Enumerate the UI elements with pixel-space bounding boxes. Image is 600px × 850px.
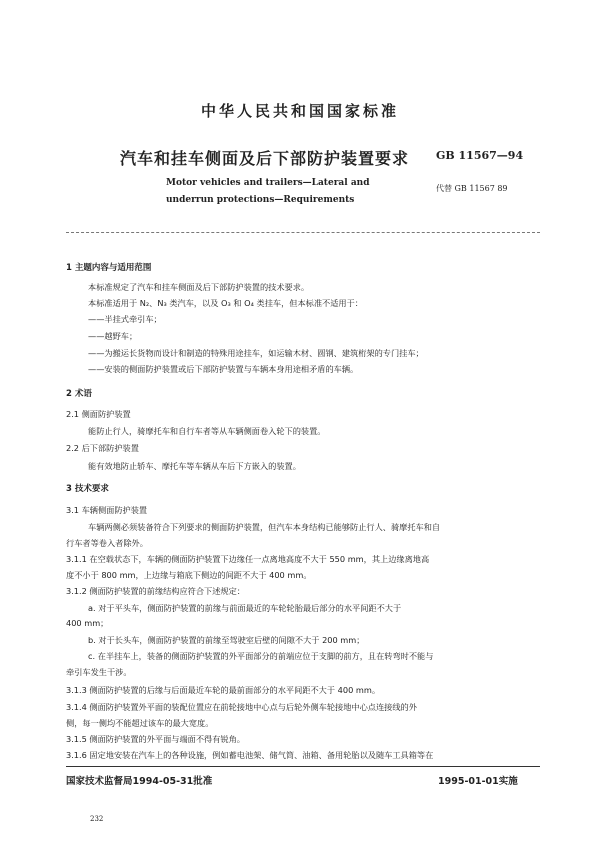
english-title-line-2: underrun protections—Requirements [166, 195, 355, 205]
standard-number: GB 11567—94 [436, 149, 524, 162]
clause-heading: 3.1 车辆侧面防护装置 [66, 505, 148, 515]
body-line: 行车者等卷入者除外。 [66, 538, 148, 548]
page-number: 232 [90, 815, 104, 823]
body-line: 本标准规定了汽车和挂车侧面及后下部防护装置的技术要求。 [88, 282, 310, 292]
body-line: 能有效地防止轿车、摩托车等车辆从车后下方嵌入的装置。 [88, 461, 301, 471]
clause-heading: 2.1 侧面防护装置 [66, 409, 131, 419]
list-item: ——为搬运长货物而设计和制造的特殊用途挂车，如运输木材、圆钢、建筑桁架的专门挂车； [88, 348, 424, 358]
clause-line: 3.1.3 侧面防护装置的后缘与后面最近车轮的最前面部分的水平间距不大于 400 mm。 [66, 685, 381, 695]
body-line: 400 mm； [66, 618, 109, 628]
section-heading: 2 术语 [66, 389, 92, 399]
clause-line: 3.1.5 侧面防护装置的外平面与端面不得有锐角。 [66, 734, 245, 744]
clause-line: 3.1.6 固定地安装在汽车上的各种设施，例如蓄电池架、储气筒、油箱、备用轮胎以及随车工具箱等在 [66, 750, 434, 760]
clause-heading: 2.2 后下部防护装置 [66, 443, 139, 453]
section-heading: 3 技术要求 [66, 484, 109, 494]
list-item: c. 在半挂车上，装备的侧面防护装置的外平面部分的前端应位于支脚的前方，且在转弯时不能与 [88, 651, 434, 661]
clause-line: 3.1.4 侧面防护装置外平面的装配位置应在前轮接地中心点与后轮外侧车轮接地中心点连接线的外 [66, 702, 417, 712]
page-header: 中华人民共和国国家标准 [200, 102, 399, 120]
body-line: 度不小于 800 mm，上边缘与箱底下侧边的间距不大于 400 mm。 [66, 570, 312, 580]
approval-date: 国家技术监督局1994-05-31批准 [66, 776, 213, 787]
body-line: 牵引车发生干涉。 [66, 667, 132, 677]
body-line: 车辆两侧必须装备符合下列要求的侧面防护装置，但汽车本身结构已能够防止行人、骑摩托车和自 [88, 522, 441, 532]
section-heading: 1 主题内容与适用范围 [66, 263, 152, 273]
body-line: 能防止行人，骑摩托车和自行车者等从车辆侧面卷入轮下的装置。 [88, 426, 326, 436]
clause-line: 3.1.1 在空载状态下，车辆的侧面防护装置下边缘任一点离地高度不大于 550 mm，其上边缘离地高 [66, 554, 430, 564]
clause-line: 3.1.2 侧面防护装置的前缘结构应符合下述规定： [66, 586, 245, 596]
list-item: b. 对于长头车，侧面防护装置的前缘至驾驶室后壁的间隙不大于 200 mm； [88, 635, 365, 645]
document-title: 汽车和挂车侧面及后下部防护装置要求 [120, 149, 410, 168]
list-item: ——半挂式牵引车； [88, 314, 162, 324]
replaces-note: 代替 GB 11567 89 [436, 184, 508, 193]
body-line: 侧，每一侧均不能超过该车的最大宽度。 [66, 718, 214, 728]
effective-date: 1995-01-01实施 [438, 776, 518, 787]
header-divider [66, 232, 540, 233]
english-title-line-1: Motor vehicles and trailers—Lateral and [166, 178, 370, 188]
list-item: ——越野车； [88, 331, 138, 341]
list-item: ——安装的侧面防护装置或后下部防护装置与车辆本身用途相矛盾的车辆。 [88, 364, 359, 374]
list-item: a. 对于平头车，侧面防护装置的前缘与前面最近的车轮轮胎最后部分的水平间距不大于 [88, 603, 402, 613]
body-line: 本标准适用于 N₂、N₃ 类汽车，以及 O₃ 和 O₄ 类挂车，但本标准不适用于： [88, 298, 363, 308]
footer-divider [66, 766, 540, 767]
